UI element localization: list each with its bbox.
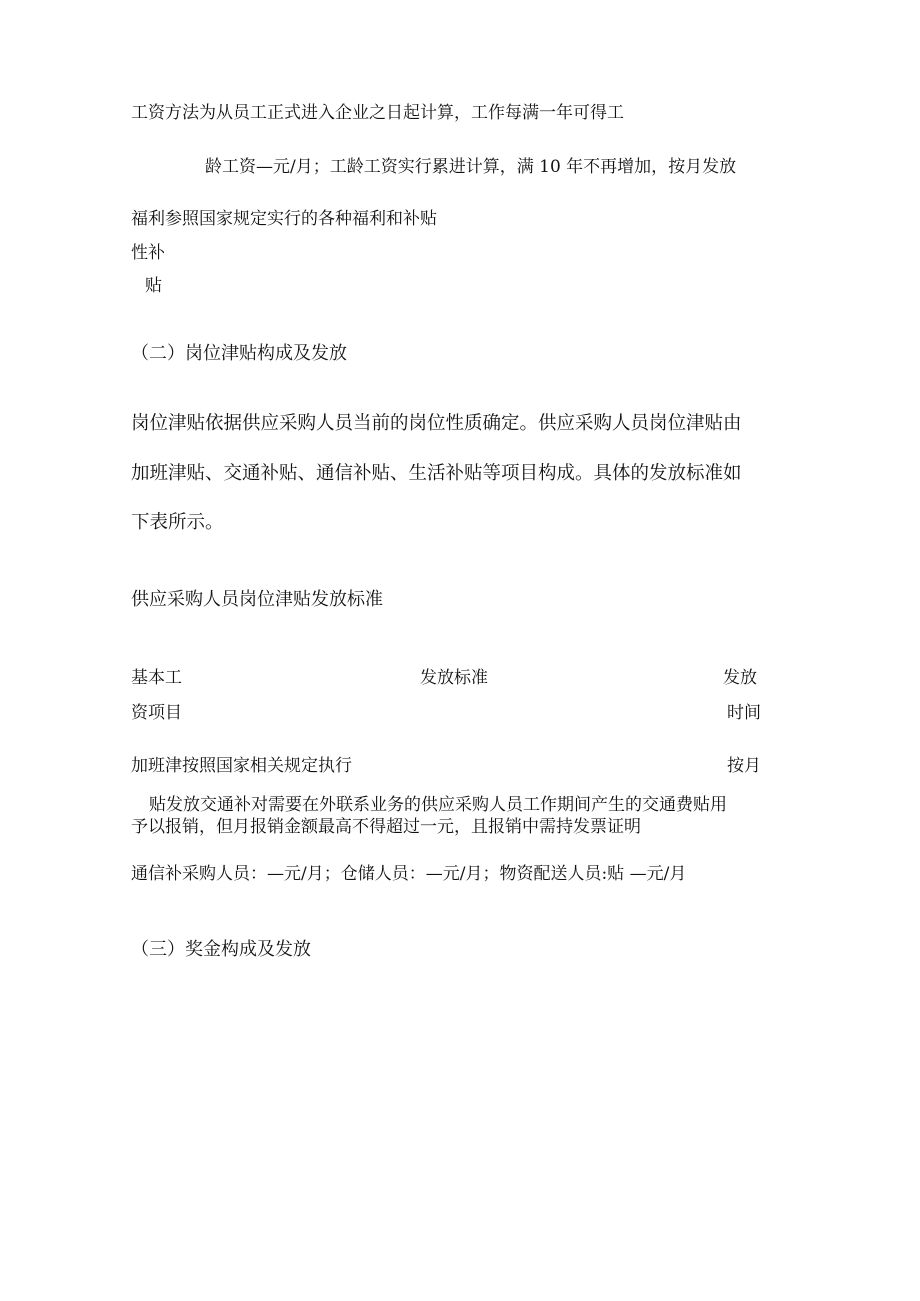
table-header-standard: 发放标准 bbox=[420, 668, 488, 688]
transport-row-line-2: 予以报销，但月报销金额最高不得超过一元，且报销中需持发票证明 bbox=[131, 817, 641, 837]
section-3-heading: （三）奖金构成及发放 bbox=[131, 939, 311, 959]
section-2-paragraph-line-1: 岗位津贴依据供应采购人员当前的岗位性质确定。供应采购人员岗位津贴由 bbox=[131, 412, 742, 433]
welfare-line-2: 性补 bbox=[131, 243, 165, 263]
section-2-heading: （二）岗位津贴构成及发放 bbox=[131, 343, 347, 363]
section-2-paragraph-line-3: 下表所示。 bbox=[131, 511, 224, 532]
table-header-item-line-1: 基本工 bbox=[131, 668, 182, 688]
table-header-time-line-1: 发放 bbox=[723, 668, 757, 688]
table-header-time-line-2: 时间 bbox=[727, 703, 761, 723]
section-2-paragraph-line-2: 加班津贴、交通补贴、通信补贴、生活补贴等项目构成。具体的发放标准如 bbox=[131, 462, 742, 483]
allowance-table-title: 供应采购人员岗位津贴发放标准 bbox=[131, 589, 383, 609]
seniority-line-1: 工资方法为从员工正式进入企业之日起计算，工作每满一年可得工 bbox=[131, 103, 624, 123]
overtime-row-time: 按月 bbox=[727, 756, 761, 776]
transport-row-line-1: 贴发放交通补对需要在外联系业务的供应采购人员工作期间产生的交通费贴用 bbox=[149, 795, 727, 815]
welfare-line-1: 福利参照国家规定实行的各种福利和补贴 bbox=[131, 209, 437, 229]
communication-row-text: 通信补采购人员：—元/月；仓储人员：—元/月；物资配送人员:贴 —元/月 bbox=[131, 864, 687, 884]
welfare-line-3: 贴 bbox=[145, 276, 162, 296]
seniority-line-2: 龄工资—元/月；工龄工资实行累进计算，满 10 年不再增加，按月发放 bbox=[205, 157, 737, 177]
overtime-row-text: 加班津按照国家相关规定执行 bbox=[131, 756, 352, 776]
table-header-item-line-2: 资项目 bbox=[131, 703, 182, 723]
